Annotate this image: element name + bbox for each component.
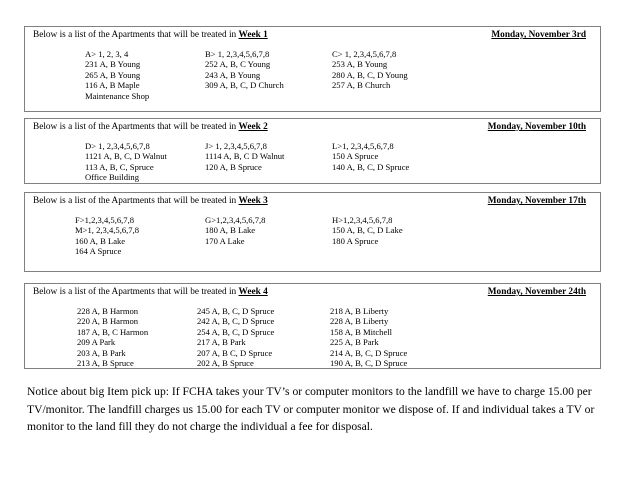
list-item: 209 A Park: [77, 337, 116, 348]
list-item: C> 1, 2,3,4,5,6,7,8: [332, 49, 397, 59]
week-3-label: Week 3: [238, 196, 268, 206]
list-item: A> 1, 2, 3, 4: [85, 49, 129, 59]
list-item: 214 A, B, C, D Spruce: [330, 347, 408, 358]
list-item: 242 A, B, C, D Spruce: [197, 316, 275, 327]
list-item: 187 A, B, C Harmon: [77, 326, 149, 337]
list-item: 265 A, B Young: [85, 69, 141, 80]
list-item: 220 A, B Harmon: [77, 316, 139, 327]
week-2-column-2: [205, 141, 284, 172]
list-item: H>1,2,3,4,5,6,7,8: [332, 215, 393, 225]
list-item: J> 1, 2,3,4,5,6,7,8: [205, 141, 267, 151]
intro-text: Below is a list of the Apartments that will be treated in: [33, 287, 239, 297]
intro-text: Below is a list of the Apartments that will be treated in: [33, 30, 239, 40]
list-item: 160 A, B Lake: [75, 235, 126, 246]
list-item: 228 A, B Liberty: [330, 316, 389, 327]
list-item: 218 A, B Liberty: [330, 306, 389, 316]
week-1-date: Monday, November 3rd: [491, 30, 586, 40]
list-item: 309 A, B, C, D Church: [205, 80, 284, 91]
week-2-date: Monday, November 10th: [487, 122, 586, 132]
list-item: 202 A, B Spruce: [197, 358, 254, 369]
week-box-3: [24, 192, 601, 272]
list-item: 170 A Lake: [205, 235, 245, 246]
week-3-column-3: [332, 215, 403, 246]
list-item: 1114 A, B, C D Walnut: [205, 151, 285, 162]
week-3-intro: [33, 196, 268, 207]
week-1-intro: [33, 30, 268, 41]
list-item: 243 A, B Young: [205, 69, 261, 80]
week-4-column-3: [330, 306, 407, 368]
week-3-column-1: [75, 215, 139, 257]
week-box-1: [24, 26, 601, 112]
week-2-header: [25, 119, 600, 139]
week-4-column-2: [197, 306, 274, 368]
list-item: 203 A, B Park: [77, 347, 126, 358]
week-2-column-3: [332, 141, 409, 172]
list-item: F>1,2,3,4,5,6,7,8: [75, 215, 135, 225]
list-item: 254 A, B, C, D Spruce: [197, 326, 275, 337]
week-1-label: Week 1: [238, 30, 268, 40]
list-item: 190 A, B, C, D Spruce: [330, 358, 408, 369]
week-3-date: Monday, November 17th: [487, 196, 586, 206]
week-4-date: Monday, November 24th: [487, 287, 586, 297]
week-box-2: [24, 118, 601, 184]
list-item: G>1,2,3,4,5,6,7,8: [205, 215, 266, 225]
week-box-4: [24, 283, 601, 369]
week-4-label: Week 4: [238, 287, 268, 297]
week-3-column-2: [205, 215, 265, 246]
week-4-column-1: [77, 306, 148, 368]
list-item: 253 A, B Young: [332, 59, 388, 70]
list-item: 207 A, B C, D Spruce: [197, 347, 273, 358]
list-item: 228 A, B Harmon: [77, 306, 139, 316]
week-2-label: Week 2: [238, 122, 268, 132]
list-item: L>1, 2,3,4,5,6,7,8: [332, 141, 394, 151]
list-item: B> 1, 2,3,4,5,6,7,8: [205, 49, 270, 59]
week-1-column-3: [332, 49, 408, 91]
list-item: 113 A, B, C, Spruce: [85, 161, 154, 172]
list-item: 231 A, B Young: [85, 59, 141, 70]
list-item: 245 A, B, C, D Spruce: [197, 306, 275, 316]
week-4-intro: [33, 287, 268, 298]
week-1-column-2: [205, 49, 284, 91]
list-item: 180 A Spruce: [332, 235, 379, 246]
big-item-pickup-notice: Notice about big Item pick up: If FCHA takes your TV’s or computer monitors to the landfill we have to charge 15.00 per TV/monitor. The landfill charges us 15.00 for each TV or computer monitor we dispose of. If and individual takes a TV or monitor to the land fill they do not charge the individual a fee for disposal.: [27, 385, 595, 434]
list-item: 252 A, B, C Young: [205, 59, 271, 70]
list-item: M>1, 2,3,4,5,6,7,8: [75, 225, 140, 236]
list-item: 140 A, B, C, D Spruce: [332, 161, 410, 172]
list-item: 1121 A, B, C, D Walnut: [85, 151, 167, 162]
list-item: 116 A, B Maple: [85, 80, 140, 91]
list-item: 225 A, B Park: [330, 337, 379, 348]
week-1-header: [25, 27, 600, 47]
week-3-header: [25, 193, 600, 213]
list-item: 180 A, B Lake: [205, 225, 256, 236]
list-item: 164 A Spruce: [75, 246, 122, 257]
list-item: 150 A Spruce: [332, 151, 379, 162]
list-item: 158 A, B Mitchell: [330, 326, 393, 337]
week-1-column-1: [85, 49, 149, 101]
intro-text: Below is a list of the Apartments that will be treated in: [33, 196, 239, 206]
week-2-column-1: [85, 141, 167, 183]
week-4-header: [25, 284, 600, 304]
list-item: Maintenance Shop: [85, 90, 150, 101]
list-item: 217 A, B Park: [197, 337, 246, 348]
list-item: 280 A, B, C, D Young: [332, 69, 408, 80]
intro-text: Below is a list of the Apartments that will be treated in: [33, 122, 239, 132]
list-item: 213 A, B Spruce: [77, 358, 134, 369]
list-item: Office Building: [85, 172, 140, 183]
list-item: 120 A, B Spruce: [205, 161, 262, 172]
list-item: 150 A, B, C, D Lake: [332, 225, 403, 236]
list-item: D> 1, 2,3,4,5,6,7,8: [85, 141, 150, 151]
week-2-intro: [33, 122, 268, 133]
list-item: 257 A, B Church: [332, 80, 391, 91]
